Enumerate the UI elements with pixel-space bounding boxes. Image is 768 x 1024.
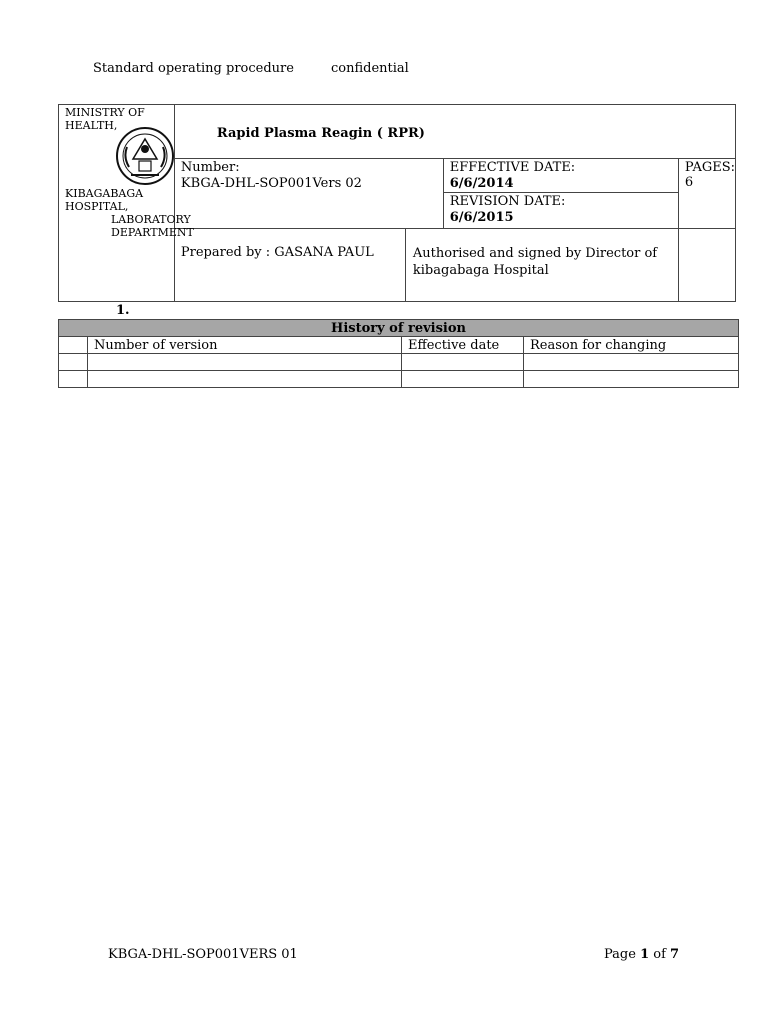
authorised-line2: kibagabaga Hospital (412, 263, 549, 278)
table-row (59, 354, 739, 371)
authorised-by (406, 229, 678, 301)
department-line2: DEPARTMENT (111, 226, 194, 239)
rwanda-emblem-icon (109, 125, 181, 187)
col-effective-date: Effective date (402, 337, 524, 354)
col-reason: Reason for changing (524, 337, 739, 354)
number-cell (174, 159, 443, 229)
authorised-spacer (678, 229, 735, 302)
effective-date-label: EFFECTIVE DATE: (449, 160, 576, 175)
revision-date-label: REVISION DATE: (449, 194, 566, 209)
pages-label: PAGES: 6 (684, 160, 735, 190)
col-version: Number of version (88, 337, 402, 354)
prepared-by: Prepared by : GASANA PAUL (175, 229, 406, 301)
pages-cell (678, 159, 735, 229)
hospital-name: KIBAGABAGA HOSPITAL, (65, 187, 144, 213)
table-cell (88, 354, 402, 371)
page-current: 1 (640, 947, 650, 962)
table-cell (59, 354, 88, 371)
table-cell (88, 371, 402, 388)
history-table (58, 319, 739, 388)
page-total: 7 (670, 947, 680, 962)
table-cell (402, 371, 524, 388)
title-cell (174, 105, 735, 159)
header-confidential: confidential (331, 61, 409, 76)
number-value: KBGA-DHL-SOP001Vers 02 (180, 176, 362, 191)
table-cell (59, 371, 88, 388)
table-cell (524, 371, 739, 388)
history-header-row (59, 337, 739, 354)
authorised-line1: Authorised and signed by Director of (412, 246, 658, 261)
table-row (59, 371, 739, 388)
ministry-label: MINISTRY OF HEALTH, (65, 106, 145, 132)
effective-date-value: 6/6/2014 (449, 176, 514, 191)
sop-title: Rapid Plasma Reagin ( RPR) (216, 126, 425, 141)
footer-doc-code: KBGA-DHL-SOP001VERS 01 (108, 947, 298, 962)
section-number: 1. (116, 303, 130, 318)
sop-info-table (58, 104, 736, 302)
department-line1: LABORATORY (111, 213, 191, 226)
dates-cell (443, 159, 678, 229)
header-doc-type: Standard operating procedure (93, 61, 294, 76)
org-cell (59, 105, 194, 302)
table-cell (524, 354, 739, 371)
revision-date-value: 6/6/2015 (449, 210, 514, 225)
footer-page-number (604, 947, 679, 962)
table-cell (402, 354, 524, 371)
col-index (59, 337, 88, 354)
history-title: History of revision (59, 320, 739, 337)
number-label: Number: (180, 160, 240, 175)
page-of: of (653, 947, 666, 962)
page-word: Page (604, 947, 636, 962)
prepared-authorised-cell (174, 229, 678, 302)
